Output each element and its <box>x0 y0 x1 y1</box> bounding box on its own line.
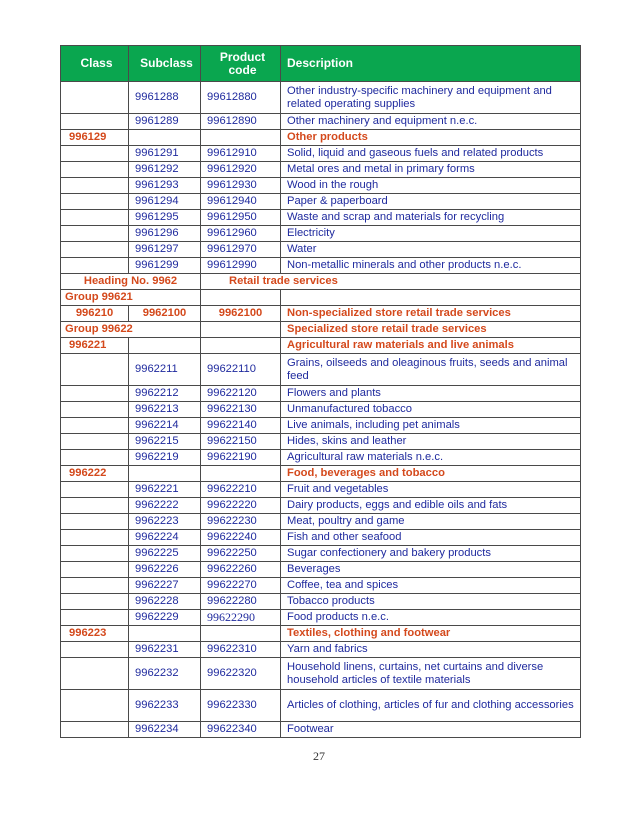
description-cell: Solid, liquid and gaseous fuels and related products <box>281 146 581 162</box>
class-cell <box>61 482 129 498</box>
description-cell: Live animals, including pet animals <box>281 418 581 434</box>
class-cell: 996221 <box>61 338 129 354</box>
product-code-cell: 99612960 <box>201 226 281 242</box>
subclass-cell <box>129 466 201 482</box>
subclass-cell: 9962234 <box>129 722 201 738</box>
description-cell: Paper & paperboard <box>281 194 581 210</box>
table-row <box>61 258 581 274</box>
table-row <box>61 178 581 194</box>
table-row <box>61 146 581 162</box>
subclass-cell: 9962231 <box>129 642 201 658</box>
table-row <box>61 162 581 178</box>
subclass-cell <box>129 626 201 642</box>
class-cell <box>61 418 129 434</box>
subclass-cell: 9962226 <box>129 562 201 578</box>
subclass-cell: 9962221 <box>129 482 201 498</box>
table-row <box>61 338 581 354</box>
table-row <box>61 274 581 290</box>
table-row <box>61 562 581 578</box>
product-code-cell: 99622310 <box>201 642 281 658</box>
table-row <box>61 322 581 338</box>
header-description: Description <box>281 46 581 82</box>
description-cell: Agricultural raw materials n.e.c. <box>281 450 581 466</box>
subclass-cell: 9961294 <box>129 194 201 210</box>
subclass-cell: 9962223 <box>129 514 201 530</box>
table-row <box>61 434 581 450</box>
description-cell: Flowers and plants <box>281 386 581 402</box>
subclass-cell: 9962227 <box>129 578 201 594</box>
product-code-cell: 99612930 <box>201 178 281 194</box>
description-cell: Agricultural raw materials and live animals <box>281 338 581 354</box>
product-code-cell: 99622190 <box>201 450 281 466</box>
product-code-cell: 99622260 <box>201 562 281 578</box>
subclass-cell: 9961292 <box>129 162 201 178</box>
product-code-cell: 99622140 <box>201 418 281 434</box>
table-row <box>61 642 581 658</box>
class-cell <box>61 546 129 562</box>
product-code-cell <box>201 626 281 642</box>
subclass-cell: 9961296 <box>129 226 201 242</box>
heading-label: Heading No. 9962 <box>61 274 201 290</box>
table-row <box>61 514 581 530</box>
subclass-cell: 9961293 <box>129 178 201 194</box>
product-code-cell <box>201 130 281 146</box>
table-row <box>61 418 581 434</box>
class-cell <box>61 498 129 514</box>
description-cell: Water <box>281 242 581 258</box>
product-code-cell: 99622290 <box>201 610 281 626</box>
table-row <box>61 722 581 738</box>
description-cell: Textiles, clothing and footwear <box>281 626 581 642</box>
product-code-cell: 99612990 <box>201 258 281 274</box>
class-cell <box>61 146 129 162</box>
subclass-cell: 9962229 <box>129 610 201 626</box>
subclass-cell: 9962232 <box>129 658 201 690</box>
header-class: Class <box>61 46 129 82</box>
class-cell <box>61 210 129 226</box>
table-row <box>61 130 581 146</box>
class-cell <box>61 226 129 242</box>
subclass-cell: 9962219 <box>129 450 201 466</box>
table-row <box>61 194 581 210</box>
description-cell: Metal ores and metal in primary forms <box>281 162 581 178</box>
description-cell: Dairy products, eggs and edible oils and fats <box>281 498 581 514</box>
description-cell: Fruit and vegetables <box>281 482 581 498</box>
description-cell: Yarn and fabrics <box>281 642 581 658</box>
table-header-row <box>61 46 581 82</box>
description-cell: Other products <box>281 130 581 146</box>
subclass-cell <box>129 338 201 354</box>
subclass-cell: 9961295 <box>129 210 201 226</box>
subclass-cell: 9962228 <box>129 594 201 610</box>
class-cell <box>61 594 129 610</box>
product-code-cell: 99612880 <box>201 82 281 114</box>
table-row <box>61 226 581 242</box>
product-code-cell <box>201 466 281 482</box>
table-row <box>61 114 581 130</box>
header-subclass: Subclass <box>129 46 201 82</box>
description-cell: Tobacco products <box>281 594 581 610</box>
product-code-cell: 99622150 <box>201 434 281 450</box>
class-cell <box>61 114 129 130</box>
subclass-cell: 9962224 <box>129 530 201 546</box>
description-cell: Non-specialized store retail trade services <box>281 306 581 322</box>
table-row <box>61 450 581 466</box>
heading-title: Retail trade services <box>201 274 581 290</box>
product-code-cell: 99622120 <box>201 386 281 402</box>
class-cell <box>61 578 129 594</box>
product-code-cell: 99612890 <box>201 114 281 130</box>
class-cell <box>61 402 129 418</box>
subclass-cell: 9962213 <box>129 402 201 418</box>
header-product-code: Product code <box>201 46 281 82</box>
product-code-cell: 99612910 <box>201 146 281 162</box>
product-code-cell <box>201 338 281 354</box>
subclass-cell: 9962233 <box>129 690 201 722</box>
subclass-cell: 9961289 <box>129 114 201 130</box>
table-row <box>61 306 581 322</box>
product-code-cell: 99622220 <box>201 498 281 514</box>
description-cell <box>281 290 581 306</box>
table-row <box>61 482 581 498</box>
product-code-cell: 99622280 <box>201 594 281 610</box>
product-code-cell: 99622250 <box>201 546 281 562</box>
class-cell: 996222 <box>61 466 129 482</box>
table-row <box>61 242 581 258</box>
description-cell: Meat, poultry and game <box>281 514 581 530</box>
table-row <box>61 578 581 594</box>
table-row <box>61 498 581 514</box>
product-code-cell: 99622240 <box>201 530 281 546</box>
class-cell: 996129 <box>61 130 129 146</box>
table-row <box>61 466 581 482</box>
subclass-cell: 9962215 <box>129 434 201 450</box>
table-row <box>61 658 581 690</box>
class-cell <box>61 386 129 402</box>
description-cell: Unmanufactured tobacco <box>281 402 581 418</box>
class-cell <box>61 354 129 386</box>
subclass-cell: 9962222 <box>129 498 201 514</box>
table-row <box>61 690 581 722</box>
subclass-cell: 9961291 <box>129 146 201 162</box>
product-code-cell: 99622230 <box>201 514 281 530</box>
product-code-cell: 99622210 <box>201 482 281 498</box>
description-cell: Articles of clothing, articles of fur and clothing accessories <box>281 690 581 722</box>
product-code-cell <box>201 290 281 306</box>
class-cell <box>61 610 129 626</box>
class-cell <box>61 162 129 178</box>
class-cell <box>61 258 129 274</box>
product-code-cell: 99622110 <box>201 354 281 386</box>
table-row <box>61 530 581 546</box>
description-cell: Other machinery and equipment n.e.c. <box>281 114 581 130</box>
description-cell: Sugar confectionery and bakery products <box>281 546 581 562</box>
subclass-cell: 9961297 <box>129 242 201 258</box>
table-row <box>61 354 581 386</box>
product-code-cell: 9962100 <box>201 306 281 322</box>
table-row <box>61 546 581 562</box>
subclass-cell: 9962225 <box>129 546 201 562</box>
product-code-cell: 99612920 <box>201 162 281 178</box>
class-cell <box>61 194 129 210</box>
table-row <box>61 402 581 418</box>
table-row <box>61 290 581 306</box>
subclass-cell: 9962214 <box>129 418 201 434</box>
class-cell <box>61 690 129 722</box>
class-cell: 996210 <box>61 306 129 322</box>
description-cell: Food products n.e.c. <box>281 610 581 626</box>
description-cell: Other industry-specific machinery and equipment and related operating supplies <box>281 82 581 114</box>
class-cell <box>61 242 129 258</box>
class-cell <box>61 530 129 546</box>
description-cell: Electricity <box>281 226 581 242</box>
class-cell: 996223 <box>61 626 129 642</box>
product-code-cell: 99622270 <box>201 578 281 594</box>
class-cell <box>61 642 129 658</box>
class-cell <box>61 658 129 690</box>
description-cell: Grains, oilseeds and oleaginous fruits, seeds and animal feed <box>281 354 581 386</box>
product-code-cell: 99622320 <box>201 658 281 690</box>
table-row <box>61 610 581 626</box>
description-cell: Non-metallic minerals and other products n.e.c. <box>281 258 581 274</box>
table-body <box>61 82 581 738</box>
subclass-cell: 9962211 <box>129 354 201 386</box>
product-code-cell: 99612950 <box>201 210 281 226</box>
page-number: 27 <box>313 749 325 763</box>
description-cell: Hides, skins and leather <box>281 434 581 450</box>
class-cell <box>61 434 129 450</box>
product-code-cell: 99622340 <box>201 722 281 738</box>
table-row <box>61 626 581 642</box>
class-cell <box>61 514 129 530</box>
class-cell <box>61 178 129 194</box>
subclass-cell: 9961299 <box>129 258 201 274</box>
description-cell: Household linens, curtains, net curtains and diverse household articles of textile materials <box>281 658 581 690</box>
table-row <box>61 594 581 610</box>
product-code-cell: 99612940 <box>201 194 281 210</box>
product-code-cell: 99622130 <box>201 402 281 418</box>
description-cell: Beverages <box>281 562 581 578</box>
class-cell <box>61 722 129 738</box>
product-code-cell <box>201 322 281 338</box>
description-cell: Specialized store retail trade services <box>281 322 581 338</box>
class-cell <box>61 450 129 466</box>
description-cell: Food, beverages and tobacco <box>281 466 581 482</box>
description-cell: Footwear <box>281 722 581 738</box>
description-cell: Fish and other seafood <box>281 530 581 546</box>
description-cell: Waste and scrap and materials for recycling <box>281 210 581 226</box>
subclass-cell <box>129 130 201 146</box>
classification-table <box>60 45 581 738</box>
class-cell <box>61 82 129 114</box>
product-code-cell: 99622330 <box>201 690 281 722</box>
subclass-cell: 9962212 <box>129 386 201 402</box>
description-cell: Wood in the rough <box>281 178 581 194</box>
subclass-cell: 9962100 <box>129 306 201 322</box>
subclass-cell: 9961288 <box>129 82 201 114</box>
group-label: Group 99621 <box>61 290 201 306</box>
description-cell: Coffee, tea and spices <box>281 578 581 594</box>
table-row <box>61 386 581 402</box>
table-row <box>61 82 581 114</box>
table-row <box>61 210 581 226</box>
product-code-cell: 99612970 <box>201 242 281 258</box>
group-label: Group 99622 <box>61 322 201 338</box>
class-cell <box>61 562 129 578</box>
